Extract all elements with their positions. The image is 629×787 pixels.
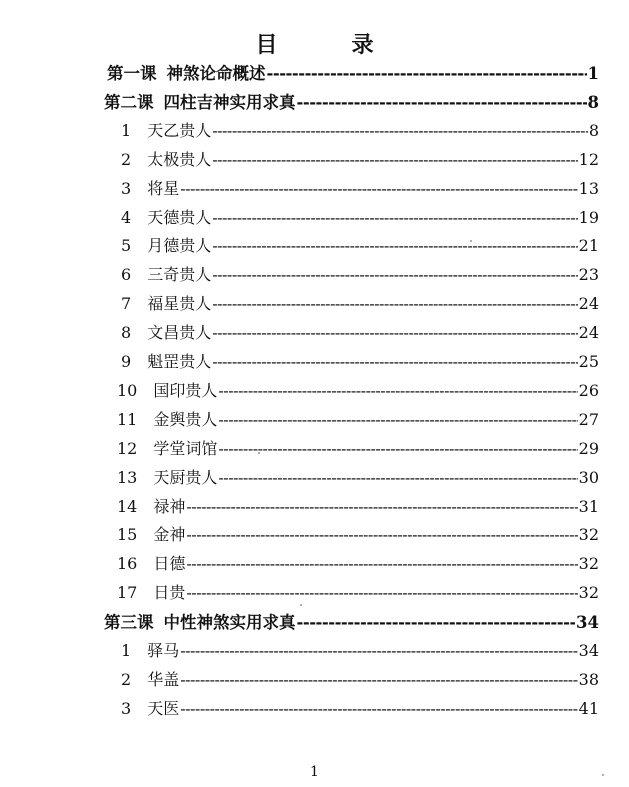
toc-page-number: 13 xyxy=(578,178,599,198)
toc-item-row xyxy=(121,696,599,720)
toc-item-row xyxy=(121,349,599,373)
dot-leader xyxy=(186,583,577,602)
toc-entry-number: 8 xyxy=(121,323,132,343)
toc-item-row xyxy=(121,205,599,229)
toc-entry-number: 15 xyxy=(117,525,138,545)
toc-entry-title: 日德 xyxy=(153,554,186,574)
toc-page-number: 25 xyxy=(578,352,599,371)
dot-leader xyxy=(212,323,577,342)
toc-page-number: 38 xyxy=(578,669,599,689)
dot-leader xyxy=(212,294,577,313)
toc-page-number: 23 xyxy=(578,265,599,285)
toc-entry-number: 1 xyxy=(121,641,132,660)
toc-entry-number: 7 xyxy=(121,294,132,314)
toc-entry-title: 三奇贵人 xyxy=(147,265,212,285)
toc-item-row xyxy=(121,262,599,286)
toc-page-number: 24 xyxy=(578,294,599,314)
toc-item-row xyxy=(121,147,599,171)
dot-leader xyxy=(218,381,577,400)
toc-item-row xyxy=(117,465,599,489)
toc-entry-title: 天医 xyxy=(147,698,180,718)
toc-item-row xyxy=(121,291,599,315)
toc-chapter-row xyxy=(104,89,599,113)
toc-entry-number: 3 xyxy=(121,178,132,198)
toc-item-row xyxy=(117,580,599,604)
toc-entry-number: 第三课 xyxy=(104,613,154,633)
page-title: 目 录 xyxy=(255,32,400,58)
scan-speck xyxy=(602,774,604,776)
toc-page-number: 32 xyxy=(578,525,599,545)
dot-leader xyxy=(186,554,577,573)
toc-entry-number: 10 xyxy=(117,380,138,400)
toc-page-number: 31 xyxy=(578,496,599,516)
toc-entry-number: 第一课 xyxy=(107,64,157,83)
toc-entry-title: 中性神煞实用求真 xyxy=(163,613,296,633)
toc-item-row xyxy=(121,638,599,662)
dot-leader xyxy=(180,179,577,198)
toc-entry-number: 13 xyxy=(117,467,138,487)
dot-leader xyxy=(212,236,577,255)
dot-leader xyxy=(180,670,577,689)
toc-item-row xyxy=(117,522,599,546)
dot-leader xyxy=(297,613,576,632)
scan-speck xyxy=(300,604,302,606)
dot-leader xyxy=(218,439,577,458)
toc-entry-title: 天德贵人 xyxy=(147,207,212,227)
toc-entry-number: 2 xyxy=(121,149,132,169)
toc-entry-number: 14 xyxy=(117,496,138,516)
toc-entry-number: 3 xyxy=(121,698,132,718)
toc-item-row xyxy=(117,551,599,575)
toc-entry-number: 6 xyxy=(121,265,132,285)
toc-page-number: 41 xyxy=(578,698,599,718)
toc-entry-title: 文昌贵人 xyxy=(147,323,212,343)
toc-entry-title: 月德贵人 xyxy=(147,236,212,256)
toc-entry-title: 天厨贵人 xyxy=(153,467,218,487)
toc-page-number: 32 xyxy=(578,583,599,603)
dot-leader xyxy=(218,468,577,487)
dot-leader xyxy=(212,121,588,140)
toc-page-number: 1 xyxy=(587,64,599,83)
toc-page-number: 30 xyxy=(578,467,599,487)
dot-leader xyxy=(212,352,577,371)
dot-leader xyxy=(297,93,587,112)
toc-entry-title: 四柱吉神实用求真 xyxy=(163,92,296,112)
toc-entry-title: 金神 xyxy=(153,525,186,545)
toc-page-number: 8 xyxy=(588,120,599,140)
toc-page-number: 34 xyxy=(578,641,599,660)
dot-leader xyxy=(180,641,577,660)
toc-entry-number: 第二课 xyxy=(104,92,154,112)
toc-item-row xyxy=(117,494,599,518)
dot-leader xyxy=(180,699,577,718)
toc-item-row xyxy=(121,176,599,200)
toc-chapter-row xyxy=(107,60,599,84)
toc-page-number: 32 xyxy=(578,554,599,574)
toc-entry-number: 17 xyxy=(117,583,138,603)
toc-entry-number: 2 xyxy=(121,669,132,689)
dot-leader xyxy=(212,208,577,227)
toc-page-number: 26 xyxy=(578,380,599,400)
toc-item-row xyxy=(117,407,599,431)
toc-item-row xyxy=(121,118,599,142)
dot-leader xyxy=(267,64,587,83)
toc-page-number: 24 xyxy=(578,323,599,343)
toc-chapter-row xyxy=(104,609,599,633)
dot-leader xyxy=(212,150,577,169)
toc-entry-number: 11 xyxy=(117,409,138,429)
toc-item-row xyxy=(121,667,599,691)
dot-leader xyxy=(218,410,577,429)
toc-entry-title: 华盖 xyxy=(147,669,180,689)
scan-speck xyxy=(258,452,260,454)
toc-entry-title: 学堂词馆 xyxy=(153,438,218,458)
page-number: 1 xyxy=(310,764,319,780)
dot-leader xyxy=(186,525,577,544)
toc-entry-title: 天乙贵人 xyxy=(147,120,212,140)
toc-page-number: 12 xyxy=(578,149,599,169)
dot-leader xyxy=(186,497,577,516)
toc-item-row xyxy=(117,378,599,402)
toc-page-number: 27 xyxy=(578,409,599,429)
toc-entry-title: 国印贵人 xyxy=(153,380,218,400)
toc-entry-number: 5 xyxy=(121,236,132,256)
toc-entry-title: 驿马 xyxy=(147,641,180,660)
toc-entry-title: 将星 xyxy=(147,178,180,198)
toc-entry-number: 12 xyxy=(117,438,138,458)
toc-page-number: 34 xyxy=(576,613,599,633)
toc-item-row xyxy=(121,233,599,257)
toc-item-row xyxy=(117,436,599,460)
toc-page-number: 21 xyxy=(578,236,599,256)
toc-item-row xyxy=(121,320,599,344)
toc-page-number: 19 xyxy=(578,207,599,227)
toc-entry-number: 1 xyxy=(121,120,132,140)
scan-speck xyxy=(470,240,472,242)
toc-entry-number: 9 xyxy=(121,352,132,371)
toc-entry-title: 日贵 xyxy=(153,583,186,603)
toc-page-number: 8 xyxy=(587,92,599,112)
toc-page-number: 29 xyxy=(578,438,599,458)
toc-entry-title: 福星贵人 xyxy=(147,294,212,314)
toc-entry-title: 禄神 xyxy=(153,496,186,516)
toc-entry-title: 太极贵人 xyxy=(147,149,212,169)
toc-entry-number: 16 xyxy=(117,554,138,574)
dot-leader xyxy=(212,265,577,284)
toc-entry-title: 魁罡贵人 xyxy=(147,352,212,371)
toc-entry-title: 金舆贵人 xyxy=(153,409,218,429)
toc-entry-number: 4 xyxy=(121,207,132,227)
toc-entry-title: 神煞论命概述 xyxy=(166,64,266,83)
